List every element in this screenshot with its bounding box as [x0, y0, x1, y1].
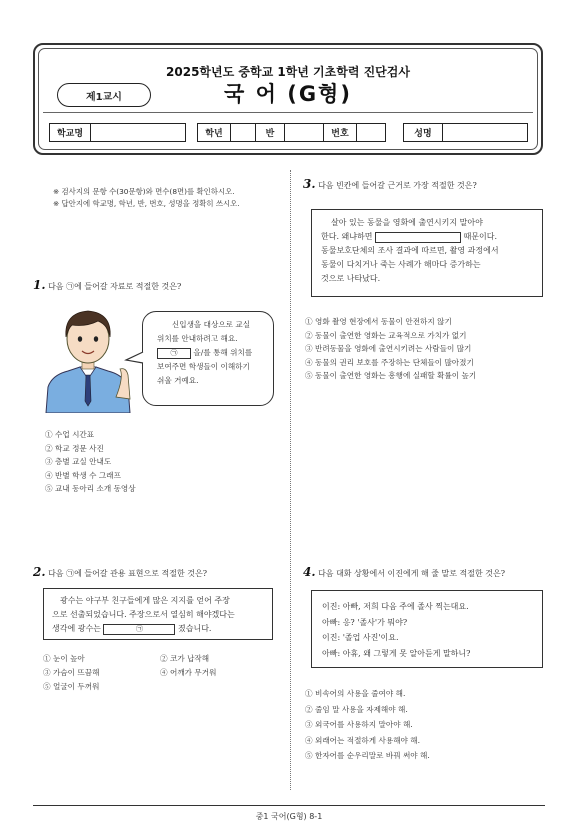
choice-option[interactable]: ② 동물이 출연한 영화는 교육적으로 가치가 없기	[305, 330, 467, 340]
passage-line: 동물보호단체의 조사 결과에 따르면, 촬영 과정에서	[321, 246, 499, 255]
choice-option[interactable]: ② 줄임 말 사용을 자제해야 해.	[305, 704, 408, 714]
dialogue-line: 아빠: 아휴, 왜 그렇게 못 알아듣게 말하니?	[322, 648, 471, 658]
class-field[interactable]	[284, 123, 324, 142]
choice-option[interactable]: ③ 외국어를 사용하지 말아야 해.	[305, 720, 413, 729]
choice-option[interactable]: ③ 층별 교실 안내도	[45, 457, 112, 466]
choice-option[interactable]: ④ 반별 학생 수 그래프	[45, 470, 121, 480]
question-text: 다음 ㉠에 들어갈 관용 표현으로 적절한 것은?	[48, 569, 207, 578]
passage-line: 광수는 야구부 친구들에게 많은 지지를 얻어 주장	[60, 596, 230, 605]
instructions	[53, 186, 273, 210]
student-illustration	[38, 305, 138, 413]
question-3-stem	[303, 178, 553, 192]
question-3-choices	[305, 315, 476, 383]
choice-option[interactable]: ③ 가슴이 뜨끔해	[43, 668, 100, 677]
blank-mark: ㉠	[103, 624, 175, 635]
class-label: 반	[255, 123, 285, 142]
page-footer: 중1 국어(G형) 8-1	[255, 812, 323, 821]
header-divider	[43, 112, 533, 113]
blank-mark: ㉠	[157, 348, 191, 359]
choice-option[interactable]: ⑤ 교내 동아리 소개 동영상	[45, 484, 136, 493]
passage-line-with-blank	[321, 230, 533, 244]
question-text: 다음 ㉠에 들어갈 자료로 적절한 것은?	[48, 282, 182, 291]
passage-text: 때문이다.	[463, 232, 498, 241]
passage-line: 으로 선출되었습니다. 주장으로서 열심히 해야겠다는	[52, 610, 235, 619]
period-badge: 제1교시	[57, 83, 151, 107]
name-field[interactable]	[442, 123, 528, 142]
question-number: 4.	[303, 565, 316, 579]
subject-title: 국 어 (G형)	[224, 82, 352, 106]
passage-line: 것으로 나타났다.	[321, 274, 381, 283]
answer-blank	[375, 232, 461, 243]
passage-line-with-blank	[52, 622, 264, 636]
question-2-stem	[33, 566, 283, 580]
choice-option[interactable]: ① 수업 시간표	[45, 430, 95, 439]
choice-option[interactable]: ① 눈이 높아	[43, 654, 85, 663]
number-field[interactable]	[356, 123, 386, 142]
question-number: 2.	[33, 565, 46, 579]
name-label: 성명	[403, 123, 443, 142]
notice-line: ※ 검사지의 문항 수(30문항)와 면수(8면)를 확인하시오.	[53, 187, 235, 196]
question-3-passage	[311, 209, 543, 297]
question-text: 다음 대화 상황에서 이진에게 해 줄 말로 적절한 것은?	[318, 569, 505, 578]
question-number: 1.	[33, 278, 46, 292]
question-1-stem	[33, 279, 283, 293]
speech-line: 신입생을 대상으로 교실	[171, 320, 251, 329]
column-divider	[290, 170, 291, 790]
choice-option[interactable]: ① 영화 촬영 현장에서 동물이 안전하지 않기	[305, 317, 452, 326]
question-4-dialogue	[311, 590, 543, 668]
choice-option[interactable]: ⑤ 한자어를 순우리말로 바꿔 써야 해.	[305, 751, 430, 760]
passage-text: 한다. 왜냐하면	[321, 232, 373, 241]
passage-line: 살아 있는 동물을 영화에 출연시키지 말아야	[331, 218, 483, 227]
dialogue-line: 이진: '졸업 사진'이요.	[322, 633, 399, 642]
school-label: 학교명	[49, 123, 91, 142]
grade-field[interactable]	[230, 123, 256, 142]
notice-line: ※ 답안지에 학교명, 학년, 반, 번호, 성명을 정확히 쓰시오.	[53, 199, 240, 208]
passage-line: 동물이 다치거나 죽는 사례가 해마다 증가하는	[321, 260, 481, 269]
dialogue-line: 이진: 아빠, 저희 다음 주에 졸사 찍는대요.	[322, 602, 469, 611]
speech-line: 을/를 통해 위치를	[193, 348, 253, 357]
exam-title: 2025학년도 중학교 1학년 기초학력 진단검사	[166, 65, 410, 79]
speech-line: 위치를 안내하려고 해요.	[157, 334, 238, 343]
choice-option[interactable]: ⑤ 얼굴이 두꺼워	[43, 682, 100, 691]
choice-option[interactable]: ⑤ 동물이 출연한 영화는 흥행에 실패할 확률이 높기	[305, 371, 477, 380]
question-text: 다음 빈칸에 들어갈 근거로 가장 적절한 것은?	[318, 181, 477, 190]
choice-option[interactable]: ① 비속어의 사용을 줄여야 해.	[305, 689, 406, 698]
speech-line-with-mark	[157, 346, 265, 360]
choice-option[interactable]: ② 학교 정문 사진	[45, 443, 104, 453]
question-4-stem	[303, 566, 563, 580]
passage-text: 생각에 광수는	[52, 624, 101, 633]
grade-label: 학년	[197, 123, 231, 142]
footer-divider	[33, 805, 545, 806]
question-4-choices	[305, 686, 430, 764]
question-1-choices	[45, 428, 136, 496]
number-label: 번호	[323, 123, 357, 142]
school-field[interactable]	[90, 123, 186, 142]
speech-line: 쉬울 거예요.	[157, 376, 199, 385]
choice-option[interactable]: ② 코가 납작해	[160, 654, 210, 663]
question-2-passage	[43, 588, 273, 640]
speech-bubble-tail	[124, 350, 146, 366]
exam-header	[33, 43, 543, 155]
question-number: 3.	[303, 177, 316, 191]
choice-option[interactable]: ④ 동물의 권리 보호를 주장하는 단체들이 많아졌기	[305, 357, 474, 367]
passage-text: 졌습니다.	[178, 624, 212, 633]
dialogue-line: 아빠: 응? '졸사'가 뭐야?	[322, 617, 408, 627]
speech-line: 보여주면 학생들이 이해하기	[157, 362, 250, 371]
speech-bubble	[142, 311, 274, 406]
choice-option[interactable]: ③ 반려동물을 영화에 출연시키려는 사람들이 많기	[305, 344, 472, 353]
choice-option[interactable]: ④ 외래어는 적절하게 사용해야 해.	[305, 735, 421, 745]
choice-option[interactable]: ④ 어깨가 무거워	[160, 668, 217, 677]
